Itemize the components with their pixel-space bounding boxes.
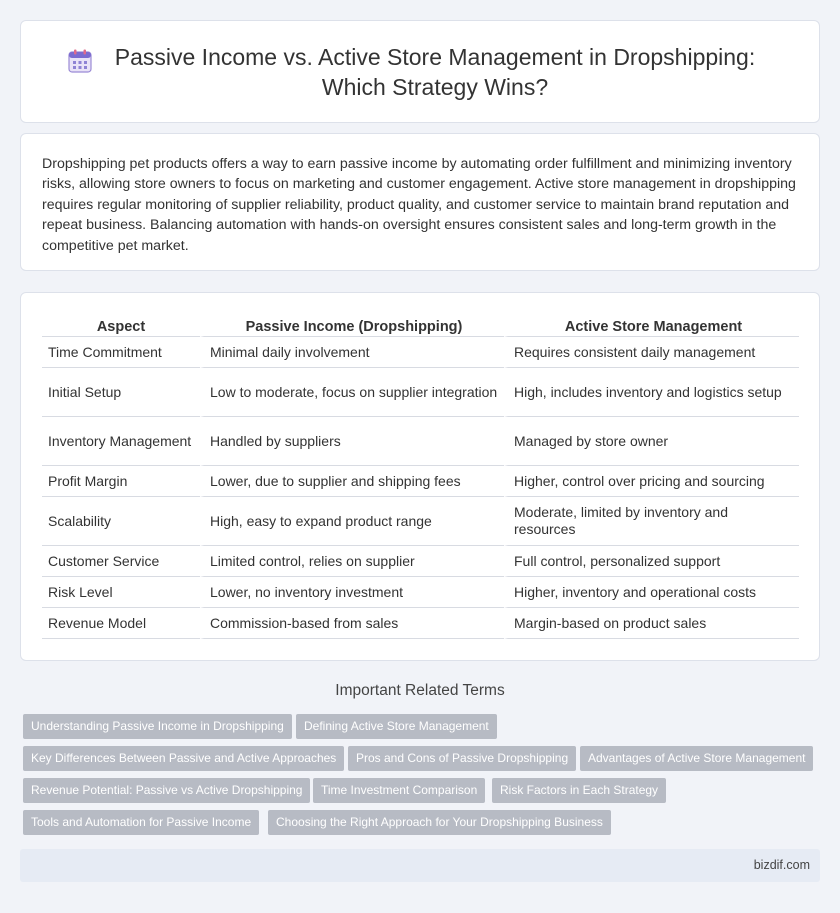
cell-aspect: Inventory Management <box>42 417 200 466</box>
related-term-tag[interactable]: Tools and Automation for Passive Income <box>23 810 259 835</box>
cell-aspect: Customer Service <box>42 546 200 577</box>
table-header-row <box>42 315 799 337</box>
cell-active: Higher, inventory and operational costs <box>504 577 799 608</box>
header-aspect: Aspect <box>42 315 200 337</box>
title-card <box>20 20 820 123</box>
cell-active: Margin-based on product sales <box>504 608 799 639</box>
cell-aspect: Profit Margin <box>42 466 200 497</box>
table-row <box>42 337 799 368</box>
cell-active: Managed by store owner <box>504 417 799 466</box>
table-row <box>42 577 799 608</box>
cell-aspect: Initial Setup <box>42 368 200 417</box>
cell-passive: Minimal daily involvement <box>200 337 504 368</box>
related-term-tag[interactable]: Advantages of Active Store Management <box>580 746 813 771</box>
cell-passive: Lower, due to supplier and shipping fees <box>200 466 504 497</box>
cell-passive: Commission-based from sales <box>200 608 504 639</box>
cell-active: Higher, control over pricing and sourcing <box>504 466 799 497</box>
comparison-table <box>42 315 799 639</box>
related-terms-heading: Important Related Terms <box>335 682 505 699</box>
cell-active: Moderate, limited by inventory and resources <box>504 497 799 546</box>
table-row <box>42 466 799 497</box>
header-passive: Passive Income (Dropshipping) <box>200 315 504 337</box>
footer-bar <box>20 849 820 882</box>
table-row <box>42 417 799 466</box>
cell-passive: High, easy to expand product range <box>200 497 504 546</box>
comparison-card <box>20 292 820 661</box>
cell-passive: Limited control, relies on supplier <box>200 546 504 577</box>
cell-passive: Low to moderate, focus on supplier integration <box>200 368 504 417</box>
cell-active: High, includes inventory and logistics setup <box>504 368 799 417</box>
related-term-tag[interactable]: Key Differences Between Passive and Active Approaches <box>23 746 344 771</box>
cell-aspect: Revenue Model <box>42 608 200 639</box>
cell-aspect: Risk Level <box>42 577 200 608</box>
table-row <box>42 368 799 417</box>
table-row <box>42 608 799 639</box>
related-term-tag[interactable]: Defining Active Store Management <box>296 714 497 739</box>
cell-passive: Handled by suppliers <box>200 417 504 466</box>
table-row <box>42 497 799 546</box>
related-term-tag[interactable]: Time Investment Comparison <box>313 778 485 803</box>
intro-card <box>20 133 820 271</box>
cell-aspect: Scalability <box>42 497 200 546</box>
page-title: Passive Income vs. Active Store Management in Dropshipping: Which Strategy Wins? <box>114 43 756 100</box>
related-term-tag[interactable]: Revenue Potential: Passive vs Active Dropshipping <box>23 778 310 803</box>
related-term-tag[interactable]: Choosing the Right Approach for Your Dropshipping Business <box>268 810 611 835</box>
related-term-tag[interactable]: Understanding Passive Income in Dropshipping <box>23 714 292 739</box>
related-term-tag[interactable]: Risk Factors in Each Strategy <box>492 778 666 803</box>
table-row <box>42 546 799 577</box>
cell-aspect: Time Commitment <box>42 337 200 368</box>
cell-passive: Lower, no inventory investment <box>200 577 504 608</box>
intro-paragraph: Dropshipping pet products offers a way to earn passive income by automating order fulfillment and minimizing inventory risks, allowing store owners to focus on marketing and customer engagement. Active store management in dropshipping requires regular monitoring of supplier reliability, product quality, and customer service to maintain brand reputation and repeat business. Balancing automation with hands-on oversight ensures consistent sales and long-term growth in the competitive pet market. <box>42 156 796 254</box>
cell-active: Requires consistent daily management <box>504 337 799 368</box>
header-active: Active Store Management <box>504 315 799 337</box>
footer-site-link[interactable]: bizdif.com <box>753 858 810 872</box>
related-term-tag[interactable]: Pros and Cons of Passive Dropshipping <box>348 746 576 771</box>
cell-active: Full control, personalized support <box>504 546 799 577</box>
